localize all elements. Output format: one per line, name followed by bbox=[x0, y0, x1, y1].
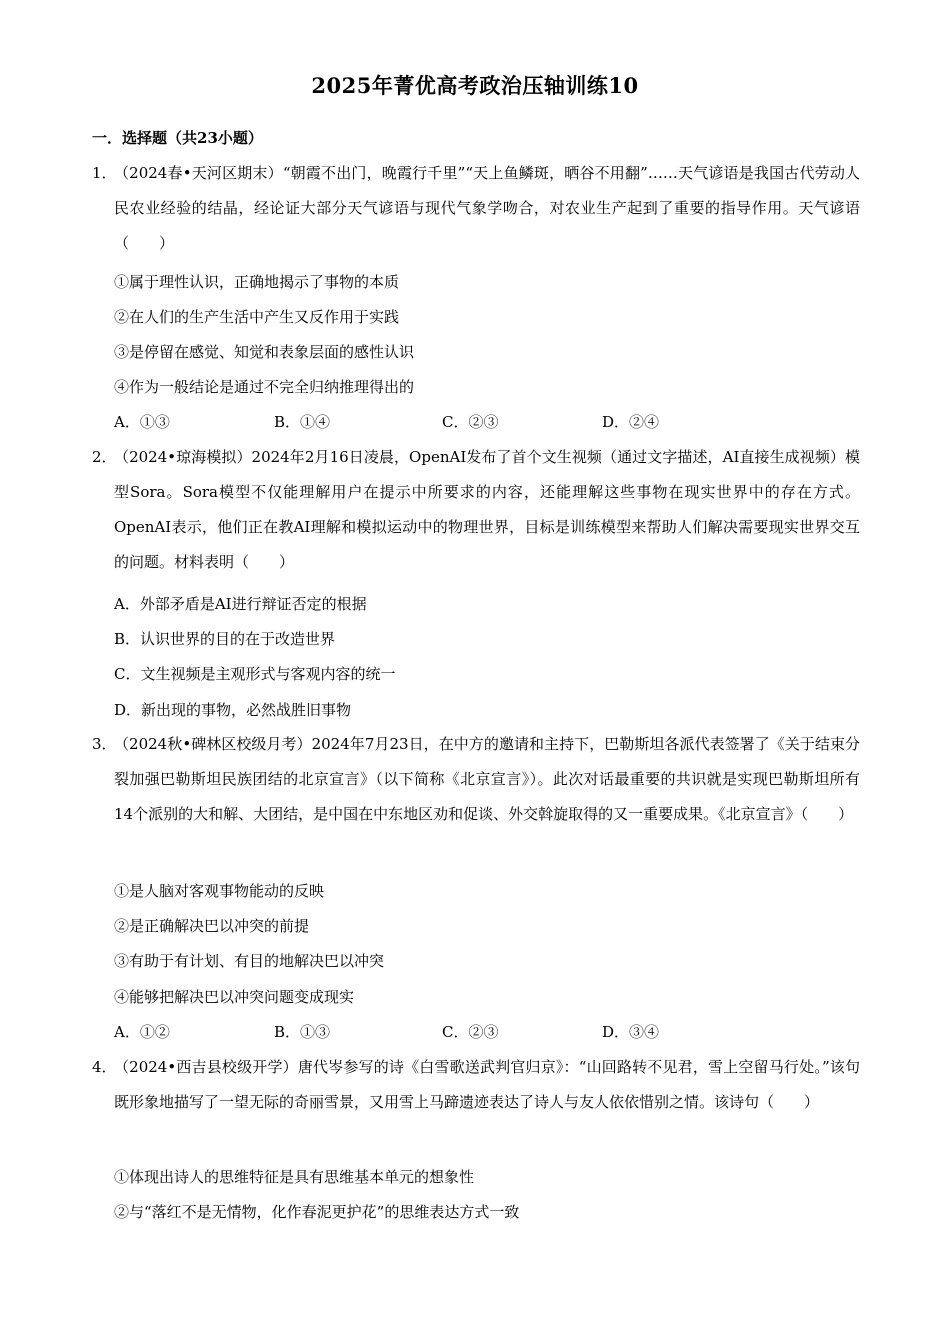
statement: ②在人们的生产生活中产生又反作用于实践 bbox=[114, 308, 400, 326]
choice-d: D．③④ bbox=[602, 1023, 660, 1041]
question-stem: （2024春•天河区期末）“朝霞不出门，晚霞行千里”“天上鱼鳞斑，晒谷不用翻”……天气谚语是我国古代劳动人民农业经验的结晶，经论证大部分天气谚语与现代气象学吻合，对农业生产起到了重要的指导作用。天气谚语（ ） bbox=[114, 164, 860, 252]
question-stem: （2024•琼海模拟）2024年2月16日凌晨，OpenAI发布了首个文生视频（通过文字描述，AI直接生成视频）模型Sora。Sora模型不仅能理解用户在提示中所要求的内容，还能理解这些事物在现实世界中的存在方式。OpenAI表示，他们正在教AI理解和模拟运动中的物理世界，目标是训练模型来帮助人们解决需要现实世界交互的问题。材料表明（ ） bbox=[114, 448, 860, 571]
question-stem: （2024秋•碑林区校级月考）2024年7月23日，在中方的邀请和主持下，巴勒斯坦各派代表签署了《关于结束分裂加强巴勒斯坦民族团结的北京宣言》（以下简称《北京宣言》）。此次对话最重要的共识就是实现巴勒斯坦所有 14个派别的大和解、大团结，是中国在中东地区劝和促谈、外交斡旋取得的又一重要成果。《北京宣言》（ ） bbox=[114, 735, 860, 823]
answer-choices bbox=[114, 1021, 814, 1041]
statement: ②是正确解决巴以冲突的前提 bbox=[114, 917, 310, 935]
statement: ①体现出诗人的思维特征是具有思维基本单元的想象性 bbox=[114, 1168, 475, 1186]
choice-a: A．①② bbox=[114, 1023, 170, 1041]
choice-c: C．②③ bbox=[442, 1023, 499, 1041]
answer-choices bbox=[114, 411, 814, 431]
statement: ③有助于有计划、有目的地解决巴以冲突 bbox=[114, 952, 385, 970]
question-number: 2． bbox=[92, 448, 117, 466]
option-a: A．外部矛盾是AI进行辩证否定的根据 bbox=[114, 595, 367, 613]
question-number: 1． bbox=[92, 164, 117, 182]
choice-d: D．②④ bbox=[602, 413, 660, 431]
section-heading: 一．选择题（共23小题） bbox=[92, 129, 263, 147]
question-number: 3． bbox=[92, 735, 117, 753]
choice-c: C．②③ bbox=[442, 413, 499, 431]
statement: ④作为一般结论是通过不完全归纳推理得出的 bbox=[114, 378, 415, 396]
statement: ③是停留在感觉、知觉和表象层面的感性认识 bbox=[114, 343, 415, 361]
question-number: 4． bbox=[92, 1058, 117, 1076]
question-4 bbox=[92, 1050, 860, 1120]
question-1 bbox=[92, 156, 860, 261]
question-3 bbox=[92, 727, 860, 832]
question-2 bbox=[92, 440, 860, 580]
page-title: 2025年菁优高考政治压轴训练10 bbox=[311, 73, 639, 98]
option-c: C．文生视频是主观形式与客观内容的统一 bbox=[114, 665, 396, 683]
choice-b: B．①③ bbox=[274, 1023, 331, 1041]
choice-b: B．①④ bbox=[274, 413, 331, 431]
option-d: D．新出现的事物，必然战胜旧事物 bbox=[114, 701, 352, 719]
option-b: B．认识世界的目的在于改造世界 bbox=[114, 630, 336, 648]
question-stem: （2024•西吉县校级开学）唐代岑参写的诗《白雪歌送武判官归京》：“山回路转不见君，雪上空留马行处。”该句既形象地描写了一望无际的奇丽雪景，又用雪上马蹄遗迹表达了诗人与友人依依惜别之情。该诗句（ ） bbox=[114, 1058, 860, 1111]
statement: ①是人脑对客观事物能动的反映 bbox=[114, 882, 325, 900]
choice-a: A．①③ bbox=[114, 413, 170, 431]
statement: ②与“落红不是无情物，化作春泥更护花”的思维表达方式一致 bbox=[114, 1203, 520, 1221]
statement: ①属于理性认识，正确地揭示了事物的本质 bbox=[114, 273, 400, 291]
statement: ④能够把解决巴以冲突问题变成现实 bbox=[114, 988, 355, 1006]
